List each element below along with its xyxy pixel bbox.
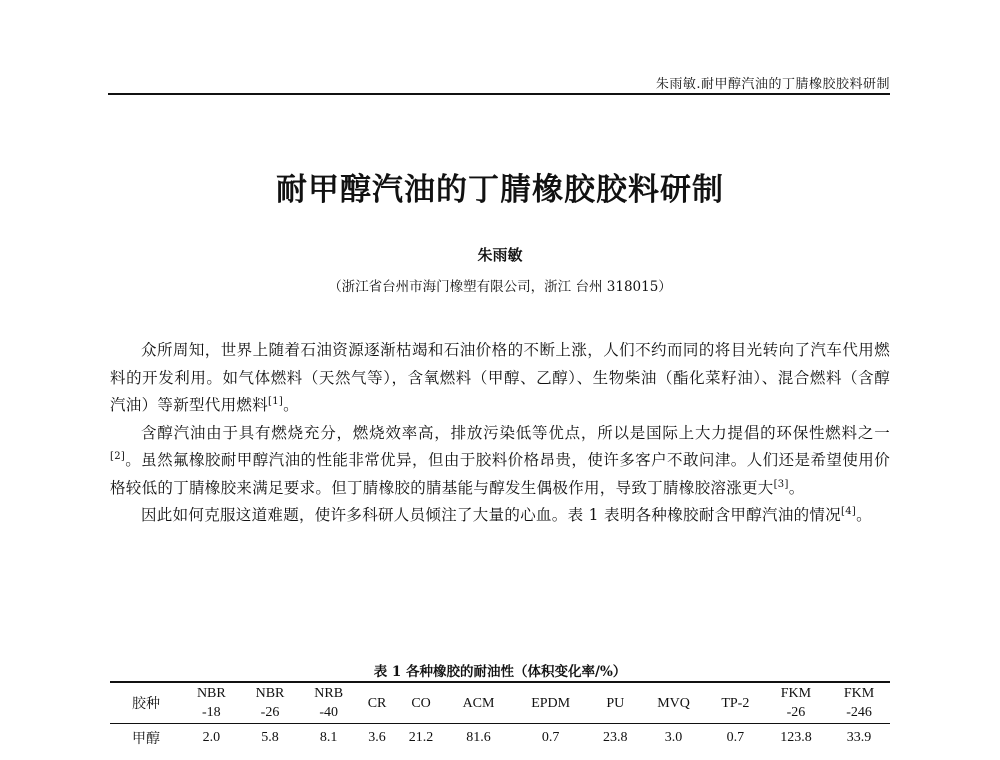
paragraph-2: 含醇汽油由于具有燃烧充分，燃烧效率高，排放污染低等优点，所以是国际上大力提倡的环保性燃料之一[2]。虽然氟橡胶耐甲醇汽油的性能非常优异，但由于胶料价格昂贵，使许多客户不敢问津。人们还是希望使用价格较低的丁腈橡胶来满足要求。但丁腈橡胶的腈基能与醇发生偶极作用，导致丁腈橡胶溶涨更大[3]。 <box>110 423 890 497</box>
table-column-header: NBR -26 <box>255 686 285 720</box>
table-cell: 23.8 <box>603 729 628 745</box>
table-column-header: FKM -26 <box>780 686 812 720</box>
citation-ref[interactable]: [1] <box>268 395 284 407</box>
table-column-header: ACM <box>462 695 495 711</box>
table-body <box>110 724 890 752</box>
table-cell: 0.7 <box>726 729 745 745</box>
table-column-header: FKM -246 <box>843 686 875 720</box>
citation-ref[interactable]: [2] <box>110 450 126 462</box>
running-header: 朱雨敏.耐甲醇汽油的丁腈橡胶胶料研制 <box>655 77 890 92</box>
author-affiliation: （浙江省台州市海门橡塑有限公司，浙江 台州 318015） <box>328 279 672 295</box>
table-cell: 8.1 <box>319 729 338 745</box>
table-column-header: NBR -18 <box>196 686 226 720</box>
body-text <box>110 337 890 530</box>
table-cell: 3.6 <box>368 729 386 745</box>
table-column-header: NRB -40 <box>314 686 344 720</box>
article-title: 耐甲醇汽油的丁腈橡胶胶料研制 <box>276 172 724 208</box>
table-cell: 123.8 <box>780 729 812 745</box>
table-cell: 21.2 <box>408 729 434 745</box>
table-caption: 表 1 各种橡胶的耐油性（体积变化率/%） <box>373 664 627 680</box>
header-rule <box>108 93 890 95</box>
table-cell: 2.0 <box>202 729 221 745</box>
table-column-header: EPDM <box>531 695 571 711</box>
table-column-header: MVQ <box>657 695 690 711</box>
table-row-label: 甲醇 <box>132 731 160 747</box>
table-row <box>110 724 890 752</box>
author-name: 朱雨敏 <box>477 246 523 264</box>
table-corner-header: 胶种 <box>132 697 160 712</box>
table-column-header: CO <box>411 695 431 711</box>
table-column-header: CR <box>367 695 387 711</box>
table-header-row <box>110 682 890 724</box>
table-cell: 81.6 <box>466 729 491 745</box>
citation-ref[interactable]: [3] <box>773 478 789 490</box>
table-cell: 0.7 <box>541 729 560 745</box>
table-column-header: PU <box>606 695 625 711</box>
citation-ref[interactable]: [4] <box>841 505 857 517</box>
table-cell: 5.8 <box>261 729 279 745</box>
paragraph-1: 众所周知，世界上随着石油资源逐渐枯竭和石油价格的不断上涨，人们不约而同的将目光转向了汽车代用燃料的开发利用。如气体燃料（天然气等），含氧燃料（甲醇、乙醇）、生物柴油（酯化菜籽油）、混合燃料（含醇汽油）等新型代用燃料[1]。 <box>110 341 890 414</box>
paragraph-3: 因此如何克服这道难题，使许多科研人员倾注了大量的心血。表 1 表明各种橡胶耐含甲醇汽油的情况[4]。 <box>141 505 872 524</box>
table-cell: 3.0 <box>664 729 683 745</box>
table-cell: 33.9 <box>846 729 872 745</box>
table-column-header: TP-2 <box>721 695 750 711</box>
oil-resistance-table <box>110 681 890 751</box>
